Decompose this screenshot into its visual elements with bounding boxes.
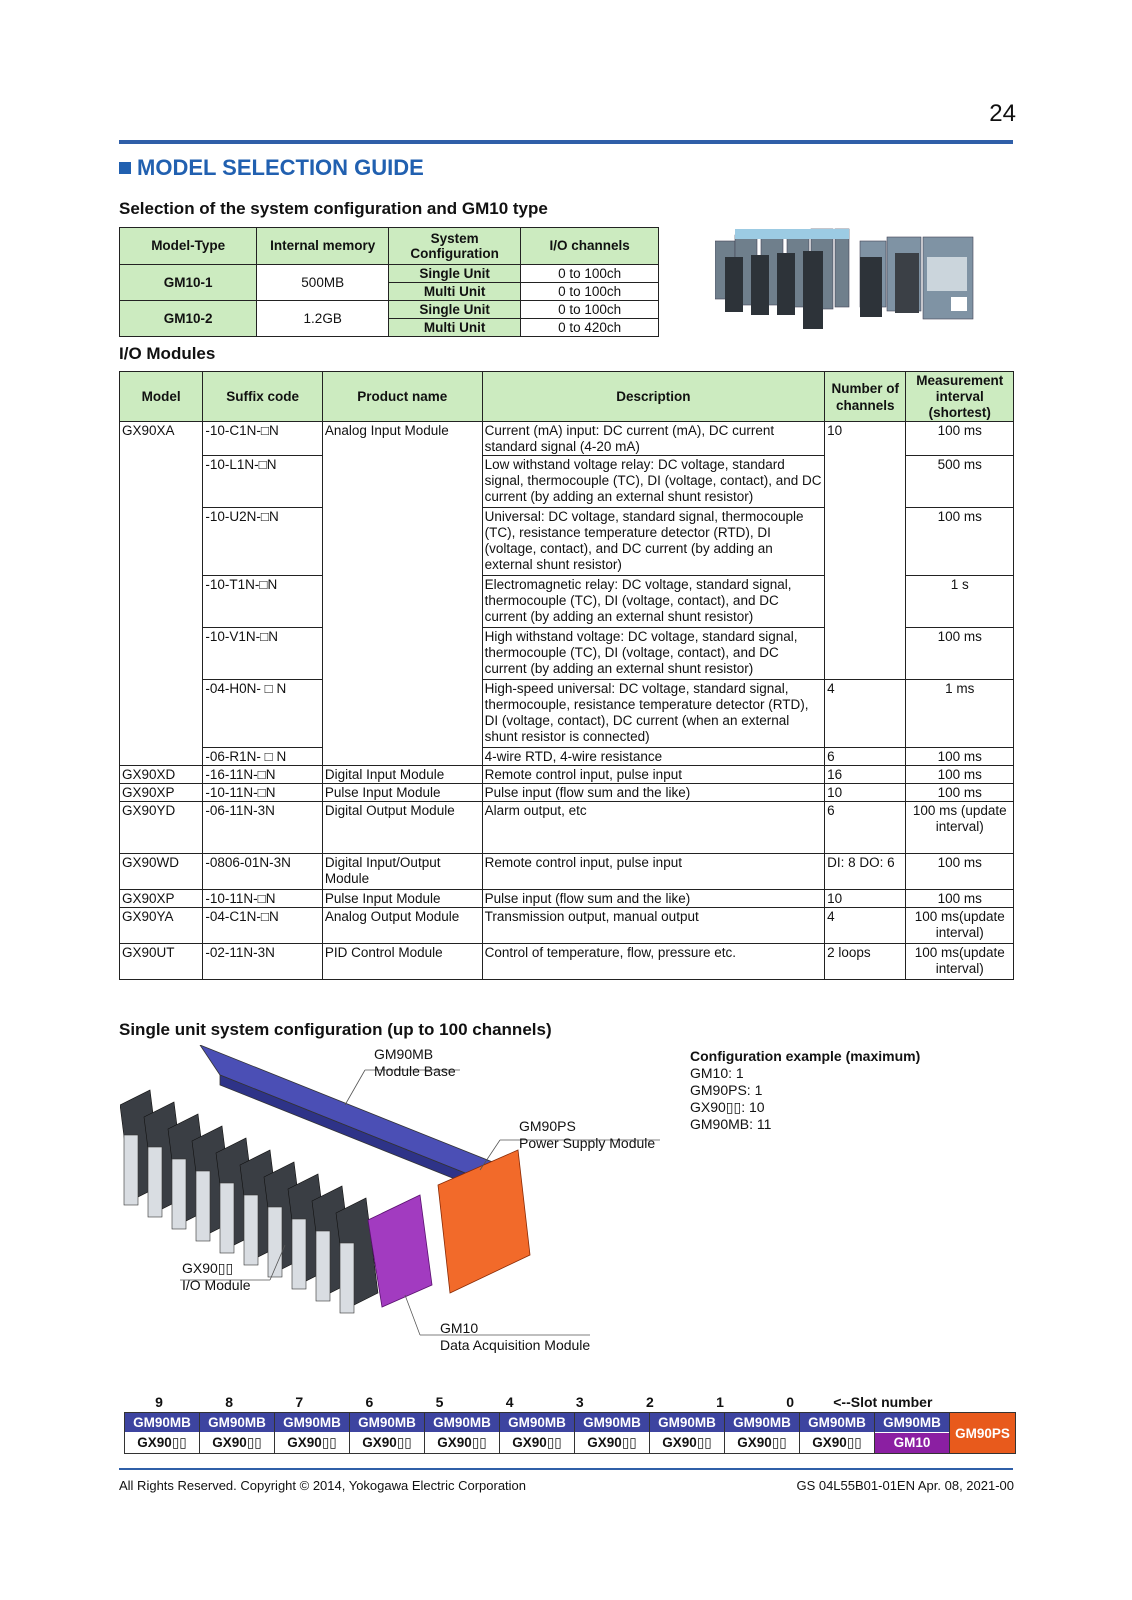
io-heading: I/O Modules: [119, 344, 216, 363]
io-header-product: Product name: [322, 372, 482, 422]
io-model: GX90XD: [120, 766, 203, 784]
config-system: Single Unit: [389, 301, 521, 319]
io-model: GX90YD: [120, 802, 203, 854]
slot-column: [500, 1413, 575, 1453]
config-example-title: Configuration example (maximum): [690, 1048, 921, 1064]
io-channels: DI: 8 DO: 6: [825, 854, 906, 890]
io-model: GX90WD: [120, 854, 203, 890]
config-table: [119, 227, 659, 337]
footer-copyright: All Rights Reserved. Copyright © 2014, Yokogawa Electric Corporation: [119, 1478, 527, 1493]
slot-number: 7: [295, 1394, 304, 1410]
io-description: Remote control input, pulse input: [482, 854, 825, 890]
io-channels: 10: [825, 422, 906, 680]
module-base-cell: GM90MB: [650, 1413, 724, 1433]
bottom-divider: [119, 1468, 1013, 1470]
slot-column: [200, 1413, 275, 1453]
io-description: Universal: DC voltage, standard signal, thermocouple (TC), resistance temperature detector (RTD), DI (voltage, contact), and DC current (by adding an external shunt resistor): [482, 508, 825, 576]
config-channels: 0 to 100ch: [521, 301, 659, 319]
config-system: Multi Unit: [389, 283, 521, 301]
io-model: GX90YA: [120, 908, 203, 944]
config-header-channels: I/O channels: [521, 228, 659, 265]
slot-number: 5: [435, 1394, 444, 1410]
config-heading: Selection of the system configuration and GM10 type: [119, 199, 548, 218]
io-suffix: -06-R1N- □ N: [203, 748, 323, 766]
power-supply-label-line: GM90PS: [519, 1118, 576, 1134]
io-description: Low withstand voltage relay: DC voltage, standard signal, thermocouple (TC), DI (voltage, contact), and DC current (by adding an external shunt resistor): [482, 456, 825, 508]
io-interval: 100 ms(update interval): [906, 944, 1014, 980]
io-module-cell: GX90▯▯: [812, 1435, 862, 1450]
io-module-cell: GX90▯▯: [512, 1435, 562, 1450]
module-base-cell: GM90MB: [800, 1413, 874, 1433]
io-module-cell: GX90▯▯: [287, 1435, 337, 1450]
slot-column: [575, 1413, 650, 1453]
power-supply-cell: GM90PS: [950, 1413, 1015, 1453]
io-suffix: -10-C1N-□N: [203, 422, 323, 456]
io-table: [119, 371, 1014, 980]
io-interval: 100 ms(update interval): [906, 908, 1014, 944]
io-channels: 10: [825, 890, 906, 908]
config-model: GM10-1: [120, 265, 257, 301]
io-product: Pulse Input Module: [322, 890, 482, 908]
product-photo-image: [715, 227, 990, 342]
page-number: 24: [989, 100, 1016, 127]
io-suffix: -10-U2N-□N: [203, 508, 323, 576]
io-module-cell: GX90▯▯: [662, 1435, 712, 1450]
io-model: GX90XA: [120, 422, 203, 766]
io-module-cell: GX90▯▯: [362, 1435, 412, 1450]
io-description: 4-wire RTD, 4-wire resistance: [482, 748, 825, 766]
module-base-cell: GM90MB: [425, 1413, 499, 1433]
config-example-line: GM90MB: 11: [690, 1116, 772, 1132]
io-interval: 1 ms: [906, 680, 1014, 748]
slot-column: [650, 1413, 725, 1453]
io-header-description: Description: [482, 372, 825, 422]
footer-doc-id: GS 04L55B01-01EN Apr. 08, 2021-00: [796, 1478, 1014, 1493]
module-base-cell: GM90MB: [725, 1413, 799, 1433]
module-base-label-line: Module Base: [374, 1063, 456, 1079]
slot-number: 8: [225, 1394, 234, 1410]
io-interval: 100 ms: [906, 854, 1014, 890]
io-suffix: -10-L1N-□N: [203, 456, 323, 508]
io-interval: 1 s: [906, 576, 1014, 628]
square-bullet-icon: [119, 162, 131, 174]
io-suffix: -16-11N-□N: [203, 766, 323, 784]
io-description: Remote control input, pulse input: [482, 766, 825, 784]
io-interval: 100 ms: [906, 890, 1014, 908]
io-product: Digital Input Module: [322, 766, 482, 784]
config-example: [690, 1048, 920, 1133]
io-product: Digital Output Module: [322, 802, 482, 854]
io-description: Current (mA) input: DC current (mA), DC current standard signal (4-20 mA): [482, 422, 825, 456]
io-interval: 100 ms: [906, 628, 1014, 680]
config-example-line: GM10: 1: [690, 1065, 744, 1081]
config-channels: 0 to 100ch: [521, 283, 659, 301]
io-channels: 4: [825, 908, 906, 944]
slot-column: [350, 1413, 425, 1453]
io-module-label-line: I/O Module: [182, 1277, 251, 1293]
io-header-interval: Measurement interval (shortest): [906, 372, 1014, 422]
io-product: PID Control Module: [322, 944, 482, 980]
config-header-model: Model-Type: [120, 228, 257, 265]
io-module-cell: GX90▯▯: [137, 1435, 187, 1450]
io-description: High withstand voltage: DC voltage, standard signal, thermocouple (TC), DI (voltage, contact), and DC current (by adding an external shunt resistor): [482, 628, 825, 680]
config-header-system: System Configuration: [389, 228, 521, 265]
module-base-cell: GM90MB: [125, 1413, 199, 1433]
io-product: Pulse Input Module: [322, 784, 482, 802]
io-description: Control of temperature, flow, pressure etc.: [482, 944, 825, 980]
io-module-label: [182, 1260, 250, 1294]
single-unit-heading: Single unit system configuration (up to 100 channels): [119, 1020, 552, 1039]
io-description: Pulse input (flow sum and the like): [482, 890, 825, 908]
io-product: Digital Input/Output Module: [322, 854, 482, 890]
module-base-label: [374, 1046, 456, 1080]
io-channels: 6: [825, 748, 906, 766]
io-model: GX90XP: [120, 890, 203, 908]
module-base-cell: GM90MB: [500, 1413, 574, 1433]
io-channels: 4: [825, 680, 906, 748]
config-model: GM10-2: [120, 301, 257, 337]
io-suffix: -02-11N-3N: [203, 944, 323, 980]
io-interval: 100 ms: [906, 766, 1014, 784]
io-module-label-line: GX90▯▯: [182, 1260, 234, 1276]
io-description: Pulse input (flow sum and the like): [482, 784, 825, 802]
io-suffix: -10-11N-□N: [203, 784, 323, 802]
slot-number: 4: [505, 1394, 514, 1410]
io-interval: 100 ms: [906, 784, 1014, 802]
slot-column: [425, 1413, 500, 1453]
io-module-cell: GX90▯▯: [587, 1435, 637, 1450]
module-base-cell: GM90MB: [575, 1413, 649, 1433]
io-suffix: -10-11N-□N: [203, 890, 323, 908]
config-example-line: GX90▯▯: 10: [690, 1099, 765, 1115]
power-supply-label: [519, 1118, 655, 1152]
data-acquisition-label-line: GM10: [440, 1320, 479, 1336]
slot-number: 9: [155, 1394, 163, 1410]
io-header-channels: Number of channels: [825, 372, 906, 422]
io-description: Alarm output, etc: [482, 802, 825, 854]
system-diagram-image: [120, 1045, 680, 1365]
top-divider: [119, 140, 1013, 144]
io-header-model: Model: [120, 372, 203, 422]
io-description: Electromagnetic relay: DC voltage, standard signal, thermocouple (TC), DI (voltage, contact), and DC current (by adding an external shunt resistor): [482, 576, 825, 628]
module-base-cell: GM90MB: [275, 1413, 349, 1433]
config-memory: 1.2GB: [257, 301, 389, 337]
io-suffix: -10-T1N-□N: [203, 576, 323, 628]
slot-column: [725, 1413, 800, 1453]
section-title-text: MODEL SELECTION GUIDE: [137, 155, 424, 180]
power-supply-label-line: Power Supply Module: [519, 1135, 656, 1151]
io-description: High-speed universal: DC voltage, standard signal, thermocouple, resistance temperature detector (RTD), DI (voltage, contact), DC current (when an external shunt resistor is connected): [482, 680, 825, 748]
slot-column: [125, 1413, 200, 1453]
io-product: Analog Input Module: [322, 422, 482, 766]
io-suffix: -10-V1N-□N: [203, 628, 323, 680]
io-module-cell: GX90▯▯: [737, 1435, 787, 1450]
module-base-cell: GM90MB: [350, 1413, 424, 1433]
slot-column: [875, 1413, 950, 1453]
io-module-cell: GX90▯▯: [212, 1435, 262, 1450]
io-interval: 100 ms: [906, 422, 1014, 456]
config-system: Multi Unit: [389, 319, 521, 337]
io-channels: 16: [825, 766, 906, 784]
slot-layout: [124, 1412, 1016, 1454]
section-title: [119, 155, 424, 181]
io-suffix: -04-C1N-□N: [203, 908, 323, 944]
config-example-line: GM90PS: 1: [690, 1082, 763, 1098]
config-system: Single Unit: [389, 265, 521, 283]
config-channels: 0 to 420ch: [521, 319, 659, 337]
slot-number: 3: [575, 1394, 584, 1410]
module-base-cell: GM90MB: [875, 1413, 949, 1433]
module-base-cell: GM90MB: [200, 1413, 274, 1433]
module-base-label-line: GM90MB: [374, 1046, 434, 1062]
io-channels: 6: [825, 802, 906, 854]
io-module-cell: GX90▯▯: [437, 1435, 487, 1450]
slot-number: 0: [786, 1394, 795, 1410]
slot-number: 6: [365, 1394, 374, 1410]
io-channels: 2 loops: [825, 944, 906, 980]
io-channels: 10: [825, 784, 906, 802]
slot-column: [800, 1413, 875, 1453]
io-interval: 100 ms (update interval): [906, 802, 1014, 854]
config-memory: 500MB: [257, 265, 389, 301]
data-acquisition-label-line: Data Acquisition Module: [440, 1337, 591, 1353]
io-interval: 100 ms: [906, 748, 1014, 766]
slot-number-row: [124, 1394, 966, 1410]
gm10-cell: GM10: [875, 1433, 949, 1453]
io-product: Analog Output Module: [322, 908, 482, 944]
io-suffix: -0806-01N-3N: [203, 854, 323, 890]
slot-number-label: <--Slot number: [833, 1394, 933, 1410]
slot-number: 1: [716, 1394, 724, 1410]
io-model: GX90XP: [120, 784, 203, 802]
io-interval: 500 ms: [906, 456, 1014, 508]
config-channels: 0 to 100ch: [521, 265, 659, 283]
io-description: Transmission output, manual output: [482, 908, 825, 944]
io-suffix: -06-11N-3N: [203, 802, 323, 854]
io-model: GX90UT: [120, 944, 203, 980]
slot-column: [275, 1413, 350, 1453]
slot-number: 2: [646, 1394, 654, 1410]
io-header-suffix: Suffix code: [203, 372, 323, 422]
io-interval: 100 ms: [906, 508, 1014, 576]
data-acquisition-label: [440, 1320, 590, 1354]
io-suffix: -04-H0N- □ N: [203, 680, 323, 748]
config-header-memory: Internal memory: [257, 228, 389, 265]
